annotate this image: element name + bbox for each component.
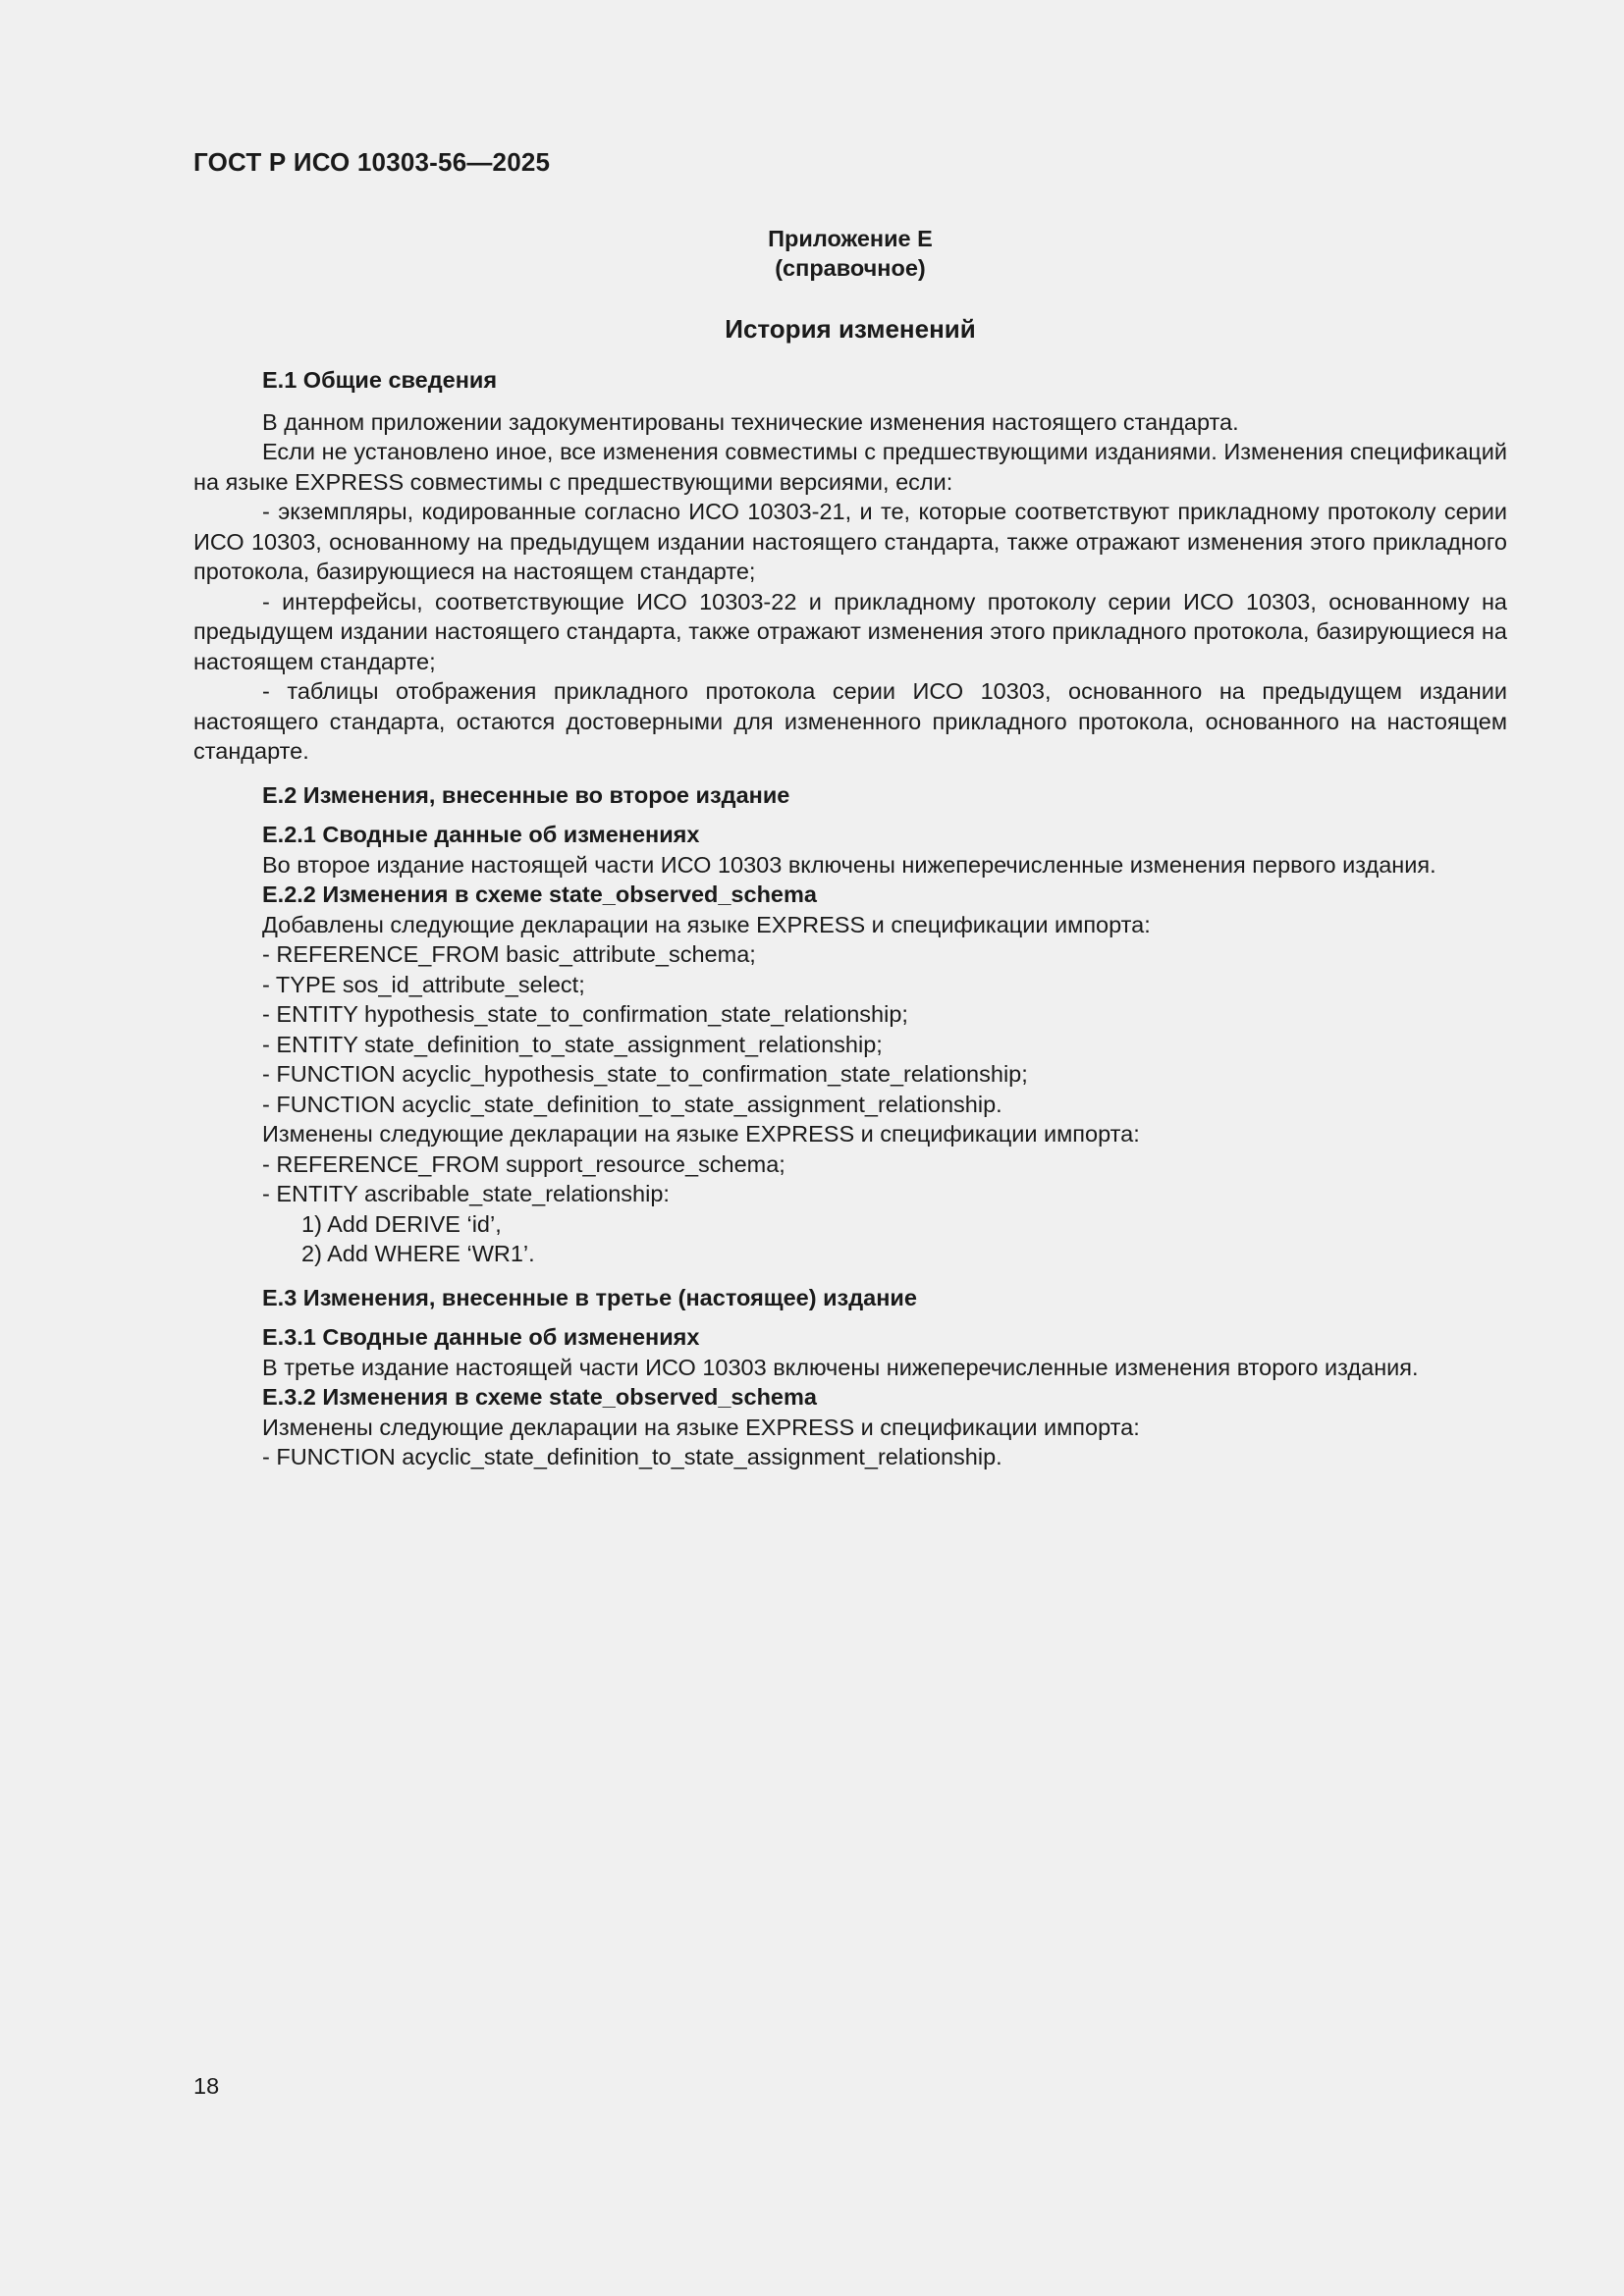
section-e3-heading: E.3 Изменения, внесенные в третье (настоящее) издание xyxy=(262,1284,917,1310)
section-e31-heading: E.3.1 Сводные данные об изменениях xyxy=(262,1324,700,1350)
appendix-subtitle: (справочное) xyxy=(775,255,926,281)
e21-text: Во второе издание настоящей части ИСО 10303 включены нижеперечисленные изменения первого издания. xyxy=(262,851,1436,878)
list-item: - TYPE sos_id_attribute_select; xyxy=(262,971,585,997)
document-code-header: ГОСТ Р ИСО 10303-56—2025 xyxy=(193,147,551,177)
section-e22-heading: E.2.2 Изменения в схеме state_observed_schema xyxy=(262,881,817,907)
e1-list-item: - интерфейсы, соответствующие ИСО 10303-22 и прикладному протоколу серии ИСО 10303, основанному на предыдущем издании настоящего стандарта, также отражают изменения этого прикладного протокола, базирующиеся на настоящем стандарте; xyxy=(193,588,1507,674)
section-e21-heading: E.2.1 Сводные данные об изменениях xyxy=(262,822,700,847)
list-item: - FUNCTION acyclic_hypothesis_state_to_confirmation_state_relationship; xyxy=(262,1061,1028,1087)
e1-paragraph: Если не установлено иное, все изменения совместимы с предшествующими изданиями. Изменения спецификаций на языке EXPRESS совместимы с предшествующими версиями, если: xyxy=(193,439,1507,495)
section-e32-heading: E.3.2 Изменения в схеме state_observed_schema xyxy=(262,1384,817,1410)
e1-list-item: - таблицы отображения прикладного протокола серии ИСО 10303, основанного на предыдущем издании настоящего стандарта, остаются достоверными для измененного прикладного протокола, основанного на настоящем стандарте. xyxy=(193,678,1507,764)
numbered-sub-item: 2) Add WHERE ‘WR1’. xyxy=(301,1241,535,1266)
section-e2-heading: E.2 Изменения, внесенные во второе издание xyxy=(262,781,790,808)
list-item: - REFERENCE_FROM support_resource_schema; xyxy=(262,1150,785,1177)
list-item: - ENTITY hypothesis_state_to_confirmation_state_relationship; xyxy=(262,1001,908,1027)
list-item: - ENTITY ascribable_state_relationship: xyxy=(262,1181,670,1206)
e1-list-item: - экземпляры, кодированные согласно ИСО 10303-21, и те, которые соответствуют прикладному протоколу серии ИСО 10303, основанному на предыдущем издании настоящего стандарта, также отражают изменения этого прикладного протокола, базирующиеся на настоящем стандарте; xyxy=(193,499,1507,584)
e32-changed-intro: Изменены следующие декларации на языке EXPRESS и спецификации импорта: xyxy=(262,1414,1140,1440)
section-e1-heading: E.1 Общие сведения xyxy=(262,367,498,393)
e1-paragraph: В данном приложении задокументированы технические изменения настоящего стандарта. xyxy=(262,408,1239,435)
list-item: - FUNCTION acyclic_state_definition_to_state_assignment_relationship. xyxy=(262,1091,1002,1117)
numbered-sub-item: 1) Add DERIVE ‘id’, xyxy=(301,1210,502,1237)
history-title: История изменений xyxy=(725,314,976,344)
list-item: - REFERENCE_FROM basic_attribute_schema; xyxy=(262,941,756,967)
e31-text: В третье издание настоящей части ИСО 10303 включены нижеперечисленные изменения второго издания. xyxy=(262,1354,1419,1380)
page-number: 18 xyxy=(193,2073,220,2099)
list-item: - FUNCTION acyclic_state_definition_to_state_assignment_relationship. xyxy=(262,1444,1002,1469)
e22-changed-intro: Изменены следующие декларации на языке EXPRESS и спецификации импорта: xyxy=(262,1121,1140,1147)
list-item: - ENTITY state_definition_to_state_assignment_relationship; xyxy=(262,1031,883,1057)
page-content xyxy=(193,224,1507,1472)
appendix-title: Приложение E xyxy=(768,226,933,251)
e22-added-intro: Добавлены следующие декларации на языке EXPRESS и спецификации импорта: xyxy=(262,911,1151,937)
